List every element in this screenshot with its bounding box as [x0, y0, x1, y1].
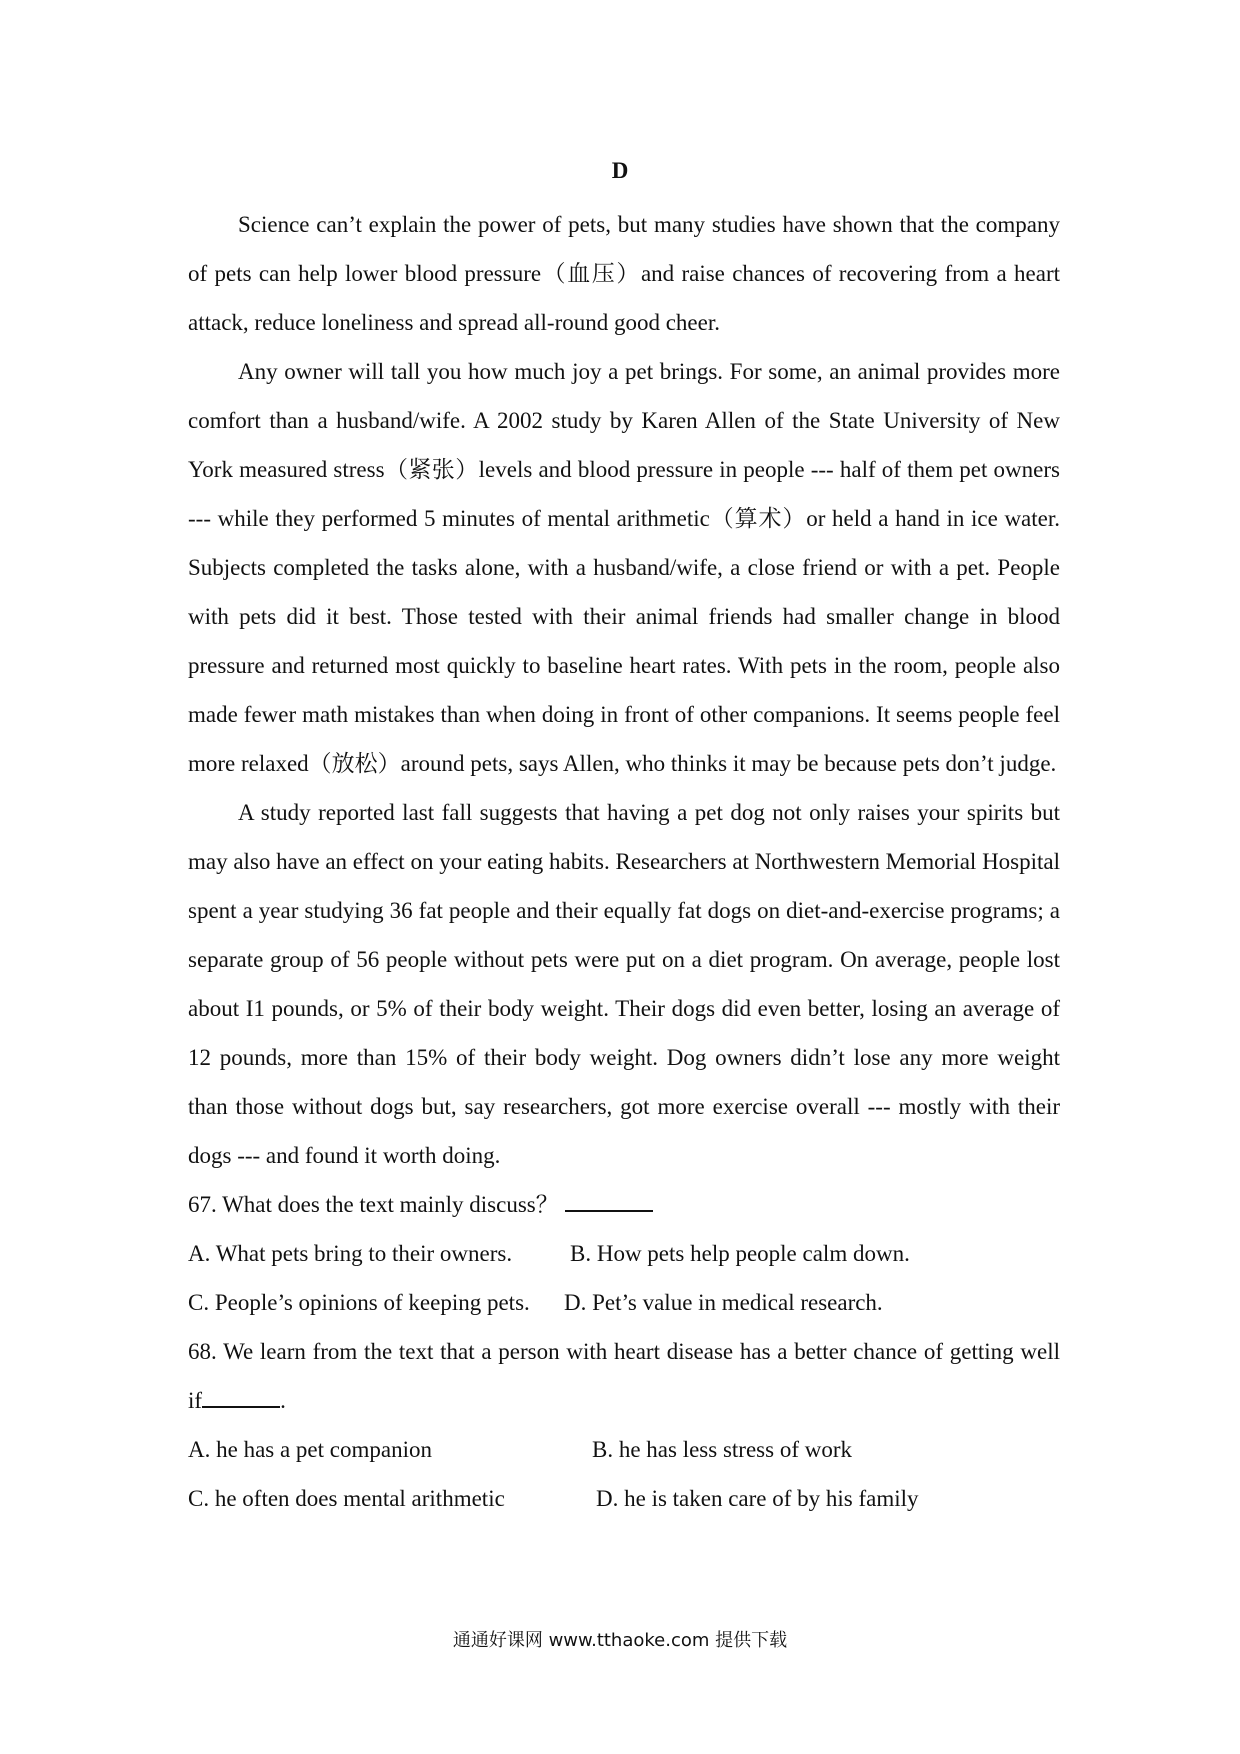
question-68	[188, 1327, 1060, 1523]
option-a: A. What pets bring to their owners.	[188, 1241, 513, 1266]
option-b: B. he has less stress of work	[592, 1437, 852, 1462]
question-stem-text: 68. We learn from the text that a person with heart disease has a better chance of getting well if	[188, 1339, 1060, 1413]
section-heading: D	[611, 158, 629, 183]
answer-blank	[202, 1386, 280, 1408]
question-stem	[188, 1180, 1060, 1229]
question-stem	[188, 1327, 1060, 1425]
question-stem-text: 67. What does the text mainly discuss？	[188, 1192, 559, 1217]
option-c: C. he often does mental arithmetic	[188, 1486, 505, 1511]
options-row-2	[188, 1474, 1060, 1523]
option-d: D. he is taken care of by his family	[596, 1486, 919, 1511]
option-a: A. he has a pet companion	[188, 1437, 432, 1462]
options-row-2	[188, 1278, 1060, 1327]
footer-source-note: 通通好课网 www.tthaoke.com 提供下载	[452, 1630, 788, 1651]
option-b: B. How pets help people calm down.	[570, 1241, 910, 1266]
paragraph-1: Science can’t explain the power of pets, but many studies have shown that the company of pets can help lower blood pressure（血压）and raise chances of recovering from a heart attack, reduce loneliness and spread all-round good cheer.	[188, 212, 1060, 335]
options-row-1	[188, 1425, 1060, 1474]
answer-blank	[565, 1190, 653, 1212]
paragraph-3: A study reported last fall suggests that having a pet dog not only raises your spirits but may also have an effect on your eating habits. Researchers at Northwestern Memorial Hospital spent a year studying 36 fat people and their equally fat dogs on diet-and-exercise programs; a separate group of 56 people without pets were put on a diet program. On average, people lost about I1 pounds, or 5% of their body weight. Their dogs did even better, losing an average of 12 pounds, more than 15% of their body weight. Dog owners didn’t lose any more weight than those without dogs but, say researchers, got more exercise overall --- mostly with their dogs --- and found it worth doing.	[188, 800, 1061, 1168]
question-stem-end: .	[280, 1388, 286, 1413]
question-67	[188, 1180, 1060, 1327]
option-d: D. Pet’s value in medical research.	[564, 1290, 883, 1315]
option-c: C. People’s opinions of keeping pets.	[188, 1290, 530, 1315]
options-row-1	[188, 1229, 1060, 1278]
passage-body	[188, 200, 1060, 1523]
paragraph-2: Any owner will tall you how much joy a pet brings. For some, an animal provides more comfort than a husband/wife. A 2002 study by Karen Allen of the State University of New York measured stress（紧张）levels and blood pressure in people --- half of them pet owners --- while they performed 5 minutes of mental arithmetic（算术）or held a hand in ice water. Subjects completed the tasks alone, with a husband/wife, a close friend or with a pet. People with pets did it best. Those tested with their animal friends had smaller change in blood pressure and returned most quickly to baseline heart rates. With pets in the room, people also made fewer math mistakes than when doing in front of other companions. It seems people feel more relaxed（放松）around pets, says Allen, who thinks it may be because pets don’t judge.	[188, 359, 1060, 776]
